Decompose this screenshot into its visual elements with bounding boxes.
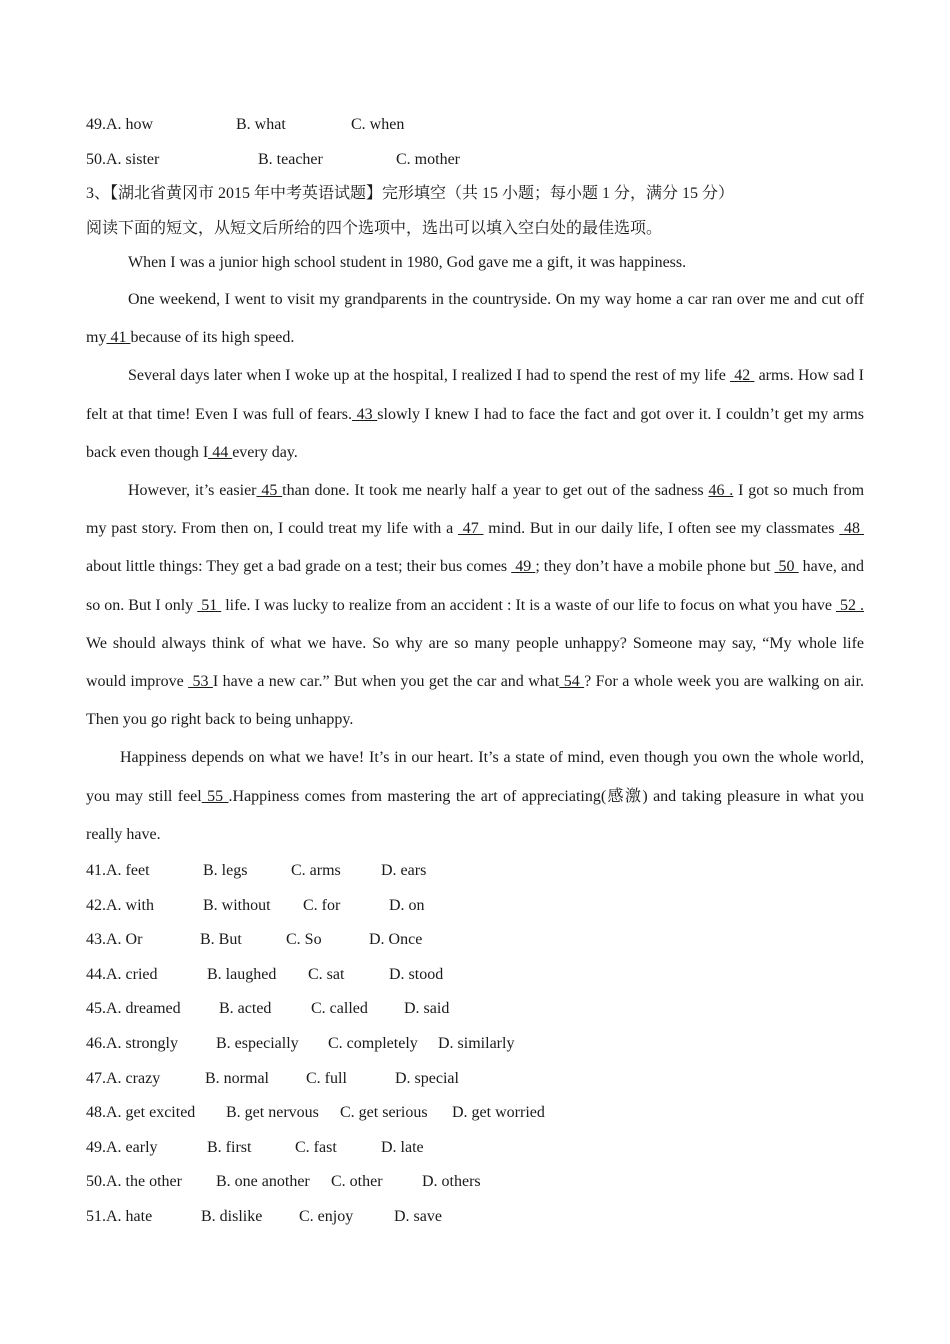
blank-41: 41 <box>106 329 131 347</box>
option-c: C. mother <box>396 150 460 168</box>
option-c: C. sat <box>308 965 345 983</box>
option-b: B. laughed <box>207 965 277 983</box>
option-row <box>86 1131 864 1166</box>
option-a: A. feet <box>106 862 150 880</box>
option-row <box>86 992 864 1027</box>
option-a: A. dreamed <box>106 1000 181 1018</box>
option-d: D. late <box>381 1138 424 1156</box>
passage-paragraph-3: Several days later when I woke up at the hospital, I realized I had to spend the rest of my life 42 arms. How sad I felt at that time! Even I was full of fears. 43 slowly I knew I had to face the fact and got over it. I couldn’t get my arms back even though I 44 every day. <box>86 367 865 461</box>
option-b: B. get nervous <box>226 1104 319 1122</box>
option-row <box>86 1027 864 1062</box>
option-c: C. for <box>303 896 341 914</box>
blank-44: 44 <box>208 443 233 461</box>
option-number: 48. <box>86 1104 106 1122</box>
option-a: A. Or <box>106 931 143 949</box>
option-a: A. with <box>106 896 154 914</box>
option-d: D. stood <box>389 965 444 983</box>
passage-paragraph-4: However, it’s easier 45 than done. It took me nearly half a year to get out of the sadness 46 . I got so much from my past story. From then on, I could treat my life with a 47 mind. But in our daily life, I often see my classmates 48 about little things: They get a bad grade on a test; their bus comes 49 ; they don’t have a mobile phone but 50 have, and so on. But I only 51 life. I was lucky to realize from an accident : It is a waste of our life to focus on what you have 52 . We should always think of what we have. So why are so many people unhappy? Someone may say, “My whole life would improve 53 I have a new car.” But when you get the car and what 54 ? For a whole week you are walking on air. Then you go right back to being unhappy. <box>86 481 865 729</box>
blank-46: 46 . <box>708 481 734 499</box>
option-a: A. early <box>106 1138 158 1156</box>
option-a: A. the other <box>106 1173 182 1191</box>
blank-47: 47 <box>457 520 484 538</box>
instructions: 阅读下面的短文，从短文后所给的四个选项中，选出可以填入空白处的最佳选项。 <box>86 219 663 237</box>
option-d: D. get worried <box>452 1104 545 1122</box>
option-number: 45. <box>86 1000 106 1018</box>
option-a: A. get excited <box>106 1104 196 1122</box>
option-c: C. completely <box>328 1034 418 1052</box>
option-row <box>86 1165 864 1200</box>
option-b: B. first <box>207 1138 252 1156</box>
passage-paragraph-1: When I was a junior high school student in 1980, God gave me a gift, it was happiness. <box>128 254 687 272</box>
option-c: C. other <box>331 1173 383 1191</box>
option-b: B. legs <box>203 862 248 880</box>
option-row <box>86 1062 864 1097</box>
option-a: A. cried <box>106 965 158 983</box>
option-number: 44. <box>86 965 106 983</box>
blank-53: 53 <box>188 673 213 690</box>
option-b: B. dislike <box>201 1207 263 1225</box>
option-c: C. enjoy <box>299 1207 354 1225</box>
option-number: 49. <box>86 116 106 133</box>
prev-option-row <box>86 108 864 143</box>
option-b: B. But <box>200 931 242 949</box>
option-number: 42. <box>86 896 106 914</box>
option-b: B. teacher <box>258 150 323 168</box>
option-d: D. on <box>389 896 425 914</box>
option-row <box>86 1096 864 1131</box>
option-c: C. when <box>351 116 405 133</box>
section-title: 3、【湖北省黄冈市 2015 年中考英语试题】完形填空（共 15 小题；每小题 1 分，满分 15 分） <box>86 185 735 203</box>
blank-55: 55 <box>201 787 229 805</box>
option-a: A. how <box>106 116 154 133</box>
option-b: B. acted <box>219 1000 272 1018</box>
passage-paragraph-5: Happiness depends on what we have! It’s in our heart. It’s a state of mind, even though you own the whole world, you may still feel 55 .Happiness comes from mastering the art of appreciating(感激) and taking pleasure in what you really have. <box>86 749 864 843</box>
blank-54: 54 <box>559 673 585 690</box>
blank-52: 52 . <box>835 596 865 614</box>
option-c: C. So <box>286 931 322 949</box>
option-b: B. one another <box>216 1173 310 1191</box>
option-row <box>86 923 864 958</box>
prev-option-row <box>86 143 864 178</box>
option-d: D. similarly <box>438 1034 515 1052</box>
option-a: A. strongly <box>106 1034 178 1052</box>
option-b: B. without <box>203 896 271 914</box>
option-number: 41. <box>86 862 106 880</box>
option-c: C. get serious <box>340 1104 428 1122</box>
blank-48: 48 <box>839 520 865 538</box>
blank-42: 42 <box>730 367 755 385</box>
option-row <box>86 889 864 924</box>
option-d: D. said <box>404 1000 450 1018</box>
option-number: 50. <box>86 1173 106 1191</box>
blank-49: 49 <box>511 558 536 576</box>
option-number: 47. <box>86 1069 106 1087</box>
option-c: C. called <box>311 1000 368 1018</box>
option-number: 46. <box>86 1034 106 1052</box>
option-c: C. arms <box>291 862 341 880</box>
option-c: C. fast <box>295 1138 337 1156</box>
option-d: D. save <box>394 1207 442 1225</box>
option-d: D. ears <box>381 862 427 880</box>
option-a: A. crazy <box>106 1069 161 1087</box>
option-a: A. sister <box>106 150 160 168</box>
blank-51: 51 <box>197 596 222 614</box>
option-number: 49. <box>86 1138 106 1156</box>
option-c: C. full <box>306 1069 347 1087</box>
blank-43: 43 <box>352 405 378 423</box>
blank-50: 50 <box>774 558 799 576</box>
option-d: D. Once <box>369 931 423 949</box>
option-number: 43. <box>86 931 106 949</box>
option-number: 50. <box>86 150 106 168</box>
option-a: A. hate <box>106 1207 153 1225</box>
option-b: B. especially <box>216 1034 299 1052</box>
option-number: 51. <box>86 1207 106 1225</box>
option-row <box>86 1200 864 1235</box>
document-page <box>86 108 864 1235</box>
option-row <box>86 854 864 889</box>
option-d: D. others <box>422 1173 481 1191</box>
option-b: B. what <box>236 116 286 133</box>
option-b: B. normal <box>205 1069 269 1087</box>
blank-45: 45 <box>256 481 283 499</box>
passage-paragraph-2: One weekend, I went to visit my grandparents in the countryside. On my way home a car ran over me and cut off my 41 because of its high speed. <box>86 290 864 347</box>
option-row <box>86 958 864 993</box>
option-d: D. special <box>395 1069 459 1087</box>
options-list <box>86 854 864 1235</box>
